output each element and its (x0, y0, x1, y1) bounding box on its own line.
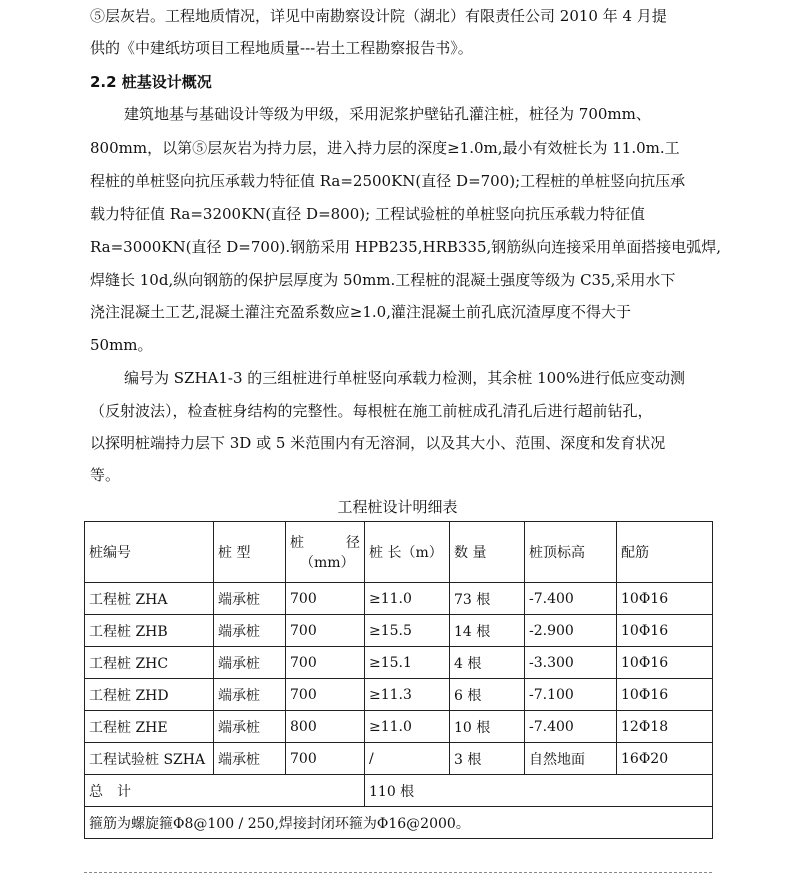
paragraph-line: 焊缝长 10d,纵向钢筋的保护层厚度为 50mm.工程桩的混凝土强度等级为 C35,采用水下 (90, 271, 676, 289)
cell-count: 10 根 (450, 711, 525, 743)
cell-diameter: 700 (286, 583, 365, 615)
cell-rebar: 12Φ18 (617, 711, 713, 743)
cell-pile-id: 工程桩 ZHD (85, 679, 214, 711)
paragraph-line: ⑤层灰岩。工程地质情况，详见中南勘察设计院（湖北）有限责任公司 2010 年 4 月提 (90, 7, 667, 25)
table-row (85, 583, 713, 615)
cell-rebar: 16Φ20 (617, 743, 713, 775)
cell-pile-id: 工程桩 ZHB (85, 615, 214, 647)
table-row (85, 615, 713, 647)
cell-rebar: 10Φ16 (617, 615, 713, 647)
cell-elevation: -7.100 (525, 679, 617, 711)
paragraph-line: 以探明桩端持力层下 3D 或 5 米范围内有无溶洞，以及其大小、范围、深度和发育状况 (90, 434, 666, 452)
cell-elevation: 自然地面 (525, 743, 617, 775)
cell-length: / (365, 743, 450, 775)
header-pile-length: 桩 长（m） (365, 522, 450, 583)
table-row (85, 647, 713, 679)
cell-rebar: 10Φ16 (617, 647, 713, 679)
header-dia-char-a: 桩 (290, 535, 304, 551)
header-count: 数 量 (450, 522, 525, 583)
cell-pile-id: 工程桩 ZHC (85, 647, 214, 679)
cell-rebar: 10Φ16 (617, 679, 713, 711)
cell-count: 14 根 (450, 615, 525, 647)
cell-pile-id: 工程桩 ZHA (85, 583, 214, 615)
paragraph-line: 800mm，以第⑤层灰岩为持力层，进入持力层的深度≥1.0m,最小有效桩长为 11.0m.工 (90, 139, 680, 157)
paragraph-line: 供的《中建纸坊项目工程地质量---岩土工程勘察报告书》。 (90, 39, 473, 57)
table-note-row (85, 807, 713, 839)
cell-diameter: 800 (286, 711, 365, 743)
table-note: 箍筋为螺旋箍Φ8@100 / 250,焊接封闭环箍为Φ16@2000。 (85, 807, 713, 839)
cell-length: ≥11.0 (365, 583, 450, 615)
cell-length: ≥11.3 (365, 679, 450, 711)
table-row (85, 711, 713, 743)
section-heading: 2.2 桩基设计概况 (90, 73, 212, 91)
pile-design-table (84, 521, 713, 839)
paragraph-line: 载力特征值 Ra=3200KN(直径 D=800); 工程试验桩的单桩竖向抗压承载力特征值 (90, 205, 645, 223)
cell-pile-id: 工程桩 ZHE (85, 711, 214, 743)
cell-rebar: 10Φ16 (617, 583, 713, 615)
table-caption: 工程桩设计明细表 (337, 498, 458, 516)
cell-elevation: -3.300 (525, 647, 617, 679)
cell-diameter: 700 (286, 679, 365, 711)
cell-pile-type: 端承桩 (214, 679, 286, 711)
paragraph-line: 浇注混凝土工艺,混凝土灌注充盈系数应≥1.0,灌注混凝土前孔底沉渣厚度不得大于 (90, 303, 631, 321)
cell-count: 6 根 (450, 679, 525, 711)
table-row (85, 743, 713, 775)
cell-elevation: -2.900 (525, 615, 617, 647)
paragraph-line: （反射波法），检查桩身结构的完整性。每根桩在施工前桩成孔清孔后进行超前钻孔， (90, 402, 653, 420)
cell-pile-id: 工程试验桩 SZHA (85, 743, 214, 775)
total-value: 110 根 (365, 775, 713, 807)
cell-pile-type: 端承桩 (214, 647, 286, 679)
cell-count: 73 根 (450, 583, 525, 615)
paragraph-line: Ra=3000KN(直径 D=700).钢筋采用 HPB235,HRB335,钢筋纵向连接采用单面搭接电弧焊, (90, 238, 722, 256)
paragraph-line: 程桩的单桩竖向抗压承载力特征值 Ra=2500KN(直径 D=700);工程桩的单桩竖向抗压承 (90, 172, 686, 190)
table-total-row (85, 775, 713, 807)
page-divider (84, 872, 712, 873)
header-rebar: 配筋 (617, 522, 713, 583)
cell-length: ≥11.0 (365, 711, 450, 743)
cell-pile-type: 端承桩 (214, 583, 286, 615)
cell-elevation: -7.400 (525, 583, 617, 615)
table-row (85, 679, 713, 711)
cell-diameter: 700 (286, 647, 365, 679)
header-pile-type: 桩 型 (214, 522, 286, 583)
total-label: 总 计 (85, 775, 365, 807)
cell-length: ≥15.5 (365, 615, 450, 647)
cell-length: ≥15.1 (365, 647, 450, 679)
paragraph-line: 等。 (90, 466, 121, 484)
cell-diameter: 700 (286, 615, 365, 647)
header-pile-diameter (286, 522, 365, 583)
header-dia-char-b: 径 (346, 535, 360, 551)
paragraph-line: 50mm。 (90, 336, 153, 354)
cell-diameter: 700 (286, 743, 365, 775)
paragraph-line: 编号为 SZHA1-3 的三组桩进行单桩竖向承载力检测，其余桩 100%进行低应变动测 (124, 369, 685, 387)
header-dia-unit: （mm） (300, 555, 355, 571)
paragraph-line: 建筑地基与基础设计等级为甲级，采用泥浆护壁钻孔灌注桩，桩径为 700mm、 (124, 105, 651, 123)
header-pile-id: 桩编号 (85, 522, 214, 583)
header-top-elevation: 桩顶标高 (525, 522, 617, 583)
cell-pile-type: 端承桩 (214, 615, 286, 647)
cell-elevation: -7.400 (525, 711, 617, 743)
cell-count: 4 根 (450, 647, 525, 679)
cell-count: 3 根 (450, 743, 525, 775)
table-header-row (85, 522, 713, 583)
cell-pile-type: 端承桩 (214, 743, 286, 775)
cell-pile-type: 端承桩 (214, 711, 286, 743)
